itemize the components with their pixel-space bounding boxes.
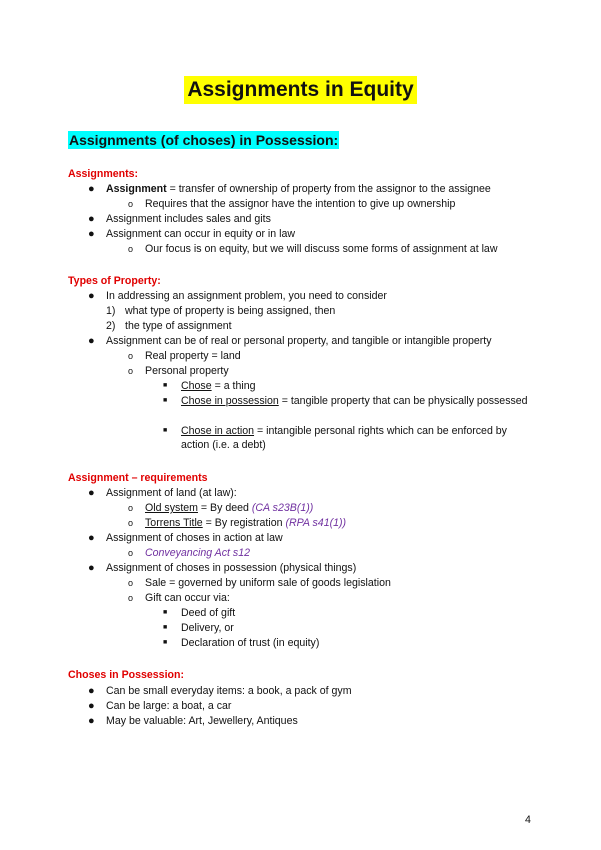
circle-bullet-icon: o [128,503,134,513]
term: Chose in action [181,425,255,437]
large-items: Can be large: a boat, a car [106,700,232,712]
heading-requirements: Assignment – requirements [68,472,208,484]
heading-assignments: Assignments: [68,168,139,180]
square-bullet-icon: ■ [163,397,168,404]
circle-bullet-icon: o [128,351,134,361]
list-number: 1) [106,305,116,317]
text: = tangible property that can be physically possessed [278,395,528,407]
numbered-item: what type of property is being assigned, then [125,305,336,317]
document-title: Assignments in Equity [184,76,416,104]
focus-on-equity: Our focus is on equity, but we will discuss some forms of assignment at law [145,243,498,255]
page-number: 4 [525,814,531,826]
choses-in-action-at-law: Assignment of choses in action at law [106,532,283,544]
sales-and-gifts: Assignment includes sales and gits [106,213,271,225]
assignment-of-land: Assignment of land (at law): [106,487,237,499]
square-bullet-icon: ■ [163,427,168,434]
gift-item: Gift can occur via: [145,592,230,604]
real-property: Real property = land [145,350,241,362]
text: = intangible personal rights which can be enforced by action (i.e. a debt) [181,425,507,451]
circle-bullet-icon: o [128,366,134,376]
choses-in-possession-assignment: Assignment of choses in possession (physical things) [106,562,357,574]
bullet-icon: ● [88,290,95,302]
square-bullet-icon: ■ [163,624,168,631]
personal-property: Personal property [145,365,229,377]
citation: (CA s23B(1)) [251,502,314,514]
circle-bullet-icon: o [128,244,134,254]
circle-bullet-icon: o [128,199,134,209]
sale-item: Sale = governed by uniform sale of goods legislation [145,577,391,589]
term: Old system [145,502,198,514]
gift-method: Declaration of trust (in equity) [181,637,320,649]
real-or-personal: Assignment can be of real or personal property, and tangible or intangible property [106,335,492,347]
list-number: 2) [106,320,116,332]
addressing-problem: In addressing an assignment problem, you need to consider [106,290,387,302]
text: = a thing [211,380,256,392]
bullet-icon: ● [88,532,95,544]
assignor-intention: Requires that the assignor have the intention to give up ownership [145,198,456,210]
equity-or-law: Assignment can occur in equity or in law [106,228,296,240]
square-bullet-icon: ■ [163,609,168,616]
conveyancing-act-citation: Conveyancing Act s12 [145,547,251,559]
term: Chose [181,380,212,392]
numbered-item: the type of assignment [125,320,232,332]
torrens-title [145,516,346,530]
bullet-icon: ● [88,183,95,195]
bullet-icon: ● [88,685,95,697]
term: Chose in possession [181,395,279,407]
bullet-icon: ● [88,213,95,225]
text: = By registration [202,517,286,529]
bullet-icon: ● [88,335,95,347]
assignment-definition [106,182,491,196]
bullet-icon: ● [88,228,95,240]
bullet-icon: ● [88,700,95,712]
bullet-icon: ● [88,562,95,574]
bullet-icon: ● [88,487,95,499]
citation: (RPA s41(1)) [285,517,347,529]
term: Assignment [106,183,167,195]
circle-bullet-icon: o [128,518,134,528]
text: = transfer of ownership of property from the assignor to the assignee [166,183,491,195]
circle-bullet-icon: o [128,593,134,603]
square-bullet-icon: ■ [163,639,168,646]
old-system [145,501,313,515]
text: = By deed [197,502,252,514]
chose-definition [181,379,256,393]
chose-in-action-definition [181,424,531,452]
title-container [0,76,601,104]
gift-method: Delivery, or [181,622,234,634]
square-bullet-icon: ■ [163,382,168,389]
heading-types-of-property: Types of Property: [68,275,161,287]
bullet-icon: ● [88,715,95,727]
valuable-items: May be valuable: Art, Jewellery, Antiques [106,715,298,727]
small-items: Can be small everyday items: a book, a pack of gym [106,685,352,697]
circle-bullet-icon: o [128,548,134,558]
heading-choses-in-possession: Choses in Possession: [68,669,184,681]
term: Torrens Title [145,517,203,529]
section-heading: Assignments (of choses) in Possession: [69,132,339,148]
circle-bullet-icon: o [128,578,134,588]
gift-method: Deed of gift [181,607,236,619]
chose-in-possession-definition [181,394,531,408]
